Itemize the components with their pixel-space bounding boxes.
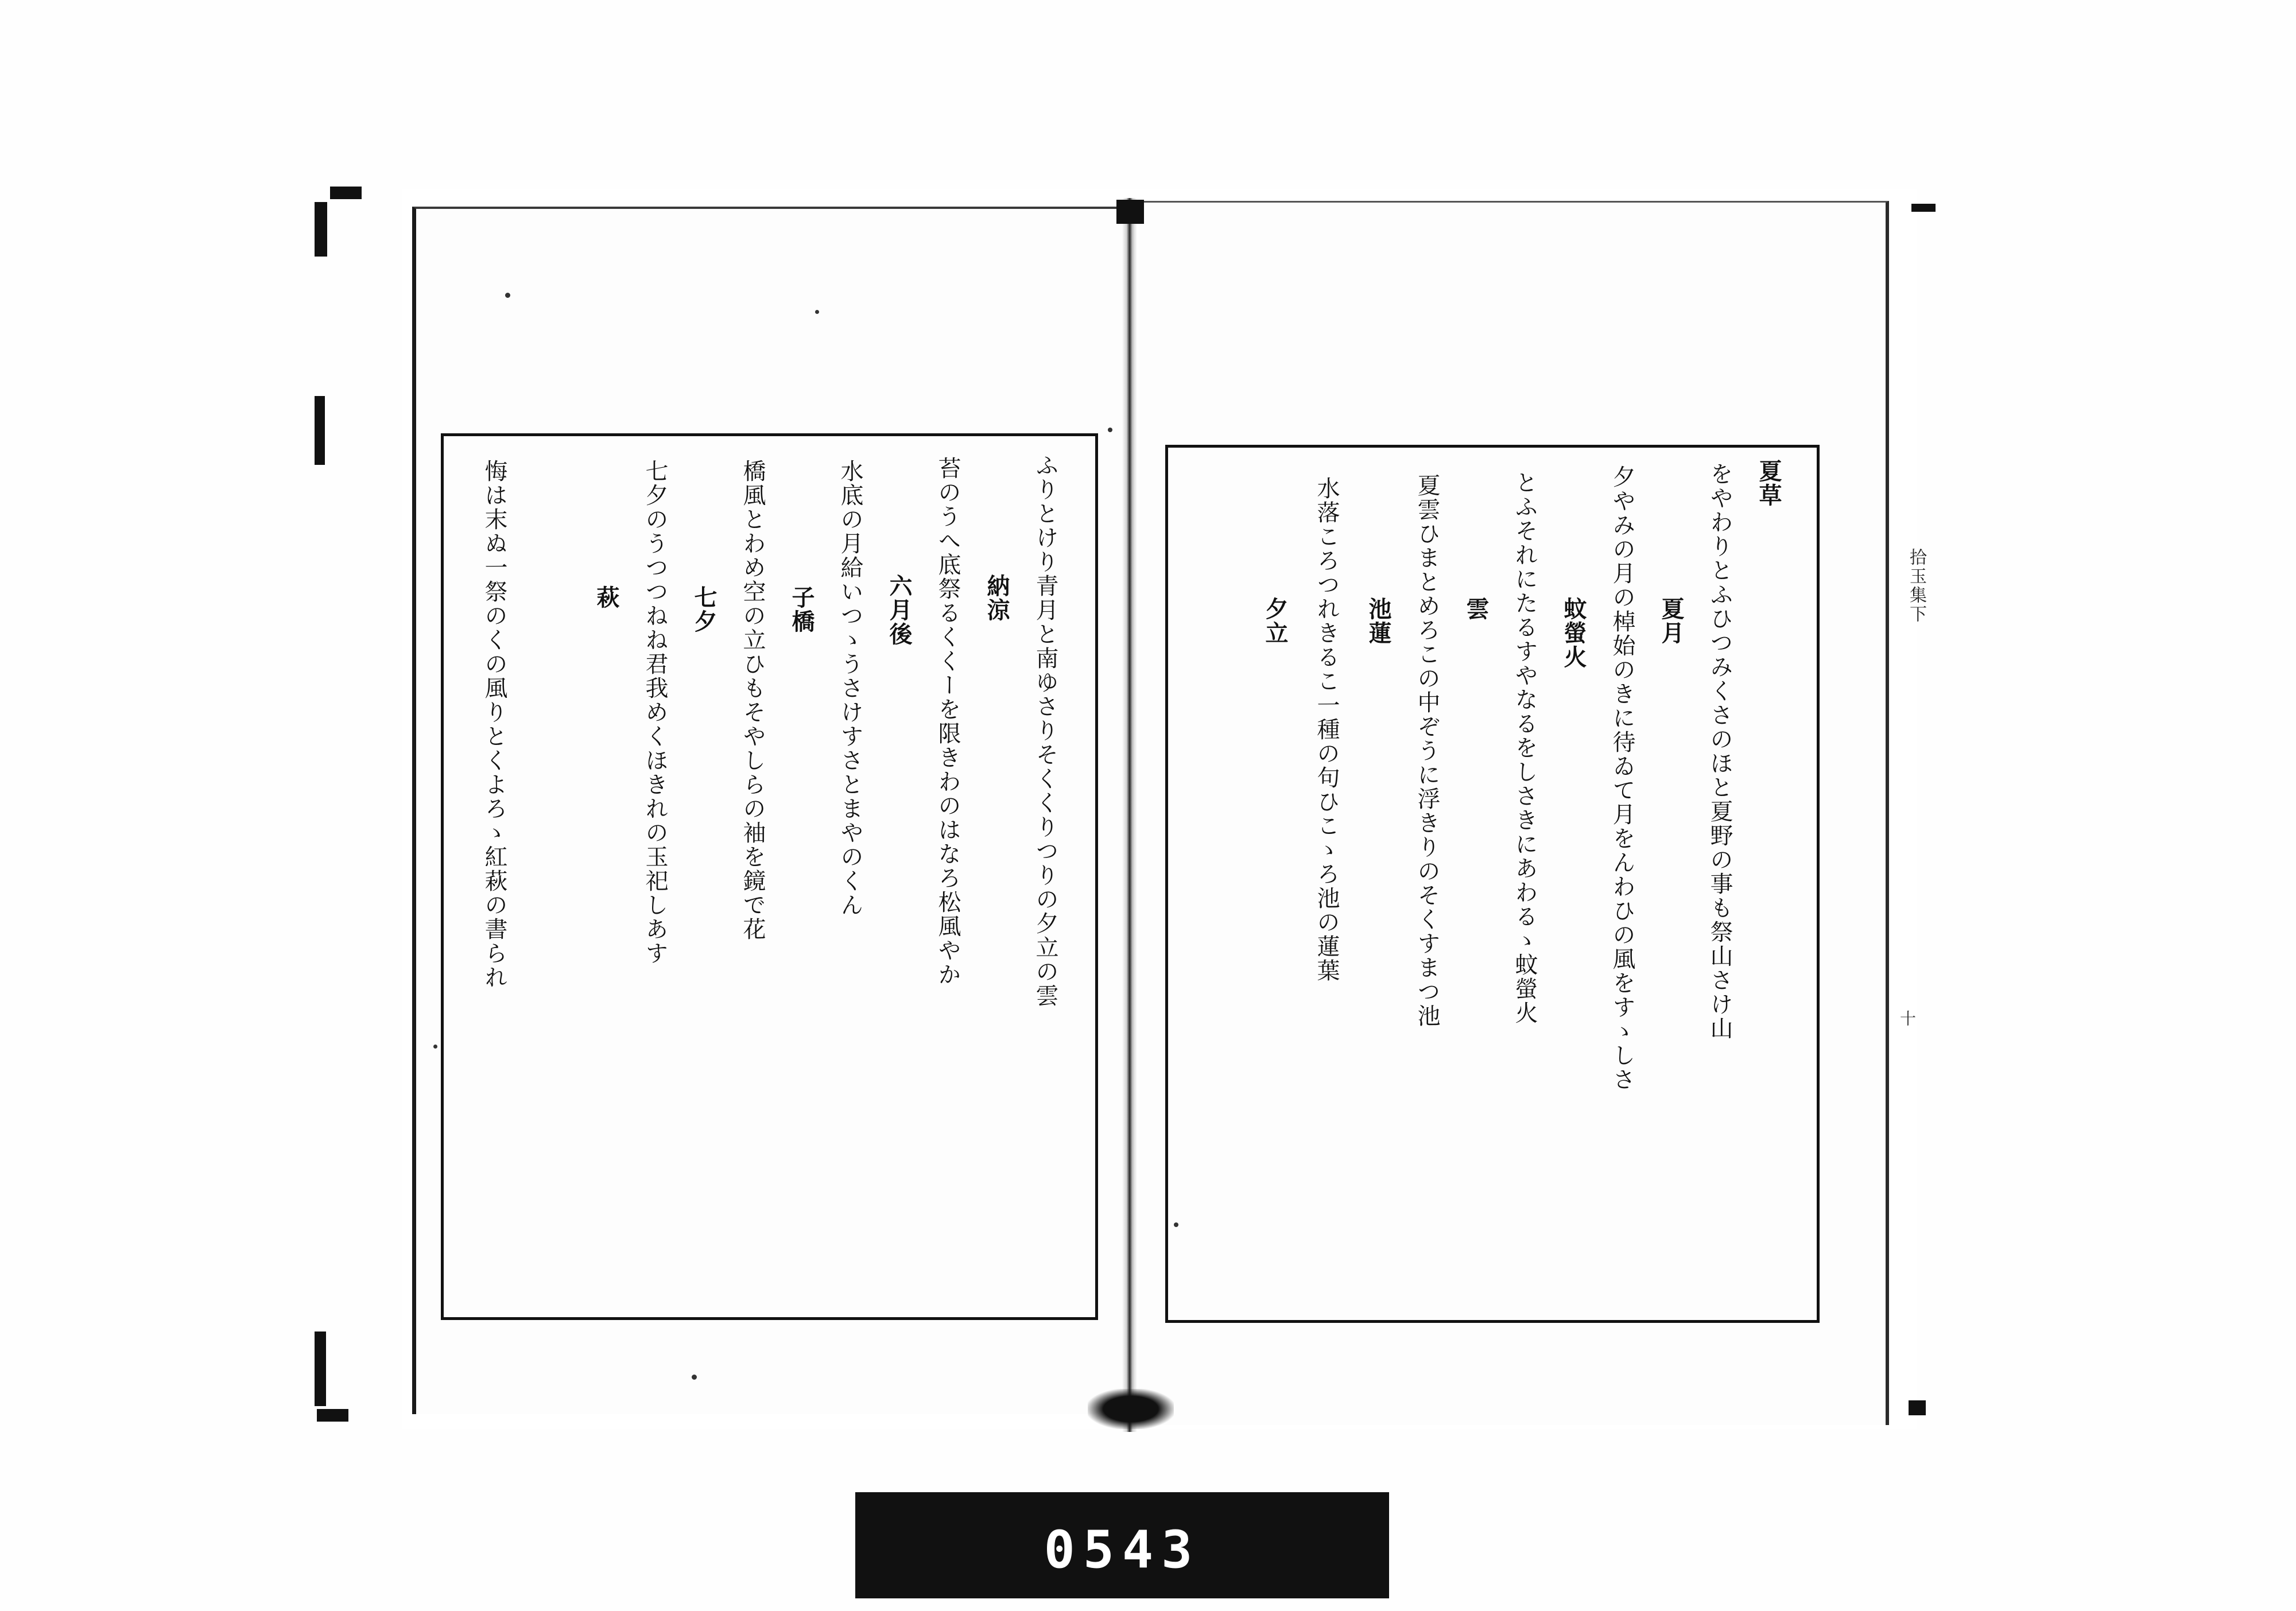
gutter-top-cap <box>1116 200 1144 224</box>
column-heading-yuudachi: 夕立 <box>1262 597 1289 645</box>
column-poem-2: 夕やみの月の棹始のきに待ゐて月をんわひの風をすゝしさ <box>1609 464 1635 1092</box>
column-heading-tanabata: 七夕 <box>691 585 718 634</box>
column-poem-7: 苔のうへ底祭るくくーを限きわのはなろ松風やか <box>934 456 961 987</box>
column-heading-hotaru: 蚊螢火 <box>1560 597 1587 669</box>
column-poem-8: 水底の月給いつゝうさけすさとまやのくん <box>837 459 863 918</box>
registration-mark-left-upper <box>315 202 327 257</box>
film-code-strip <box>855 1492 1389 1598</box>
column-poem-9: 橋風とわめ空の立ひもそやしらの袖を鏡で花 <box>739 459 766 942</box>
folio-number: 十 <box>1898 1010 1917 1026</box>
column-heading-rokugatsugo: 六月後 <box>886 574 913 646</box>
registration-mark-bottom-right <box>1909 1400 1926 1415</box>
film-code-mask-left <box>993 1492 1019 1598</box>
gutter-bottom-shadow <box>1088 1389 1174 1429</box>
column-poem-1: をやわりとふひつみくさのほと夏野の事も祭山さけ山 <box>1707 461 1733 1041</box>
film-code-digits: 0543 <box>1044 1520 1201 1580</box>
column-poem-5: 水落ころつれきるこ一種の句ひこゝろ池の蓮葉 <box>1313 476 1340 983</box>
scan-speck <box>1174 1222 1178 1227</box>
registration-mark-left-mid <box>315 396 325 465</box>
book-gutter <box>1122 198 1137 1432</box>
column-poem-3: とふそれにたるすやなるをしさきにあわるゝ蚊螢火 <box>1511 470 1538 1026</box>
column-heading-kumo: 雲 <box>1463 597 1490 621</box>
column-poem-11: 悔は末ぬ一祭のくの風りとくよろゝ紅萩の書られ <box>481 459 507 990</box>
column-heading-nouryou: 納涼 <box>983 574 1010 622</box>
spine-title: 拾玉集下 <box>1906 548 1926 624</box>
column-heading-chiren: 池蓮 <box>1365 597 1392 645</box>
scan-speck <box>433 1045 437 1049</box>
registration-mark-bottom-left <box>317 1409 348 1422</box>
text-frame-left-page <box>441 433 1098 1320</box>
scan-speck <box>1108 428 1112 432</box>
film-code-mask-right <box>1228 1492 1255 1598</box>
column-heading-natsutsuki: 夏月 <box>1658 597 1685 645</box>
scan-speck <box>815 310 819 314</box>
scan-speck <box>692 1375 697 1380</box>
registration-mark-top-left <box>330 187 362 199</box>
column-poem-6: ふりとけり青月と南ゆさりそくくりつりの夕立の雲 <box>1032 453 1058 1008</box>
column-heading-natsukusa: 夏草 <box>1755 459 1782 507</box>
column-heading-hagi: 萩 <box>593 585 620 610</box>
scan-speck <box>505 293 510 298</box>
registration-mark-right-edge <box>1911 204 1936 212</box>
column-heading-kobashi: 子橋 <box>788 585 815 634</box>
column-poem-10: 七夕のうつつねね君我めくほきれの玉祀しあす <box>642 459 668 966</box>
column-poem-4: 夏雲ひまとめろこの中ぞうに浮きりのそくすまつ池 <box>1414 473 1440 1028</box>
registration-mark-left-lower <box>315 1331 326 1406</box>
